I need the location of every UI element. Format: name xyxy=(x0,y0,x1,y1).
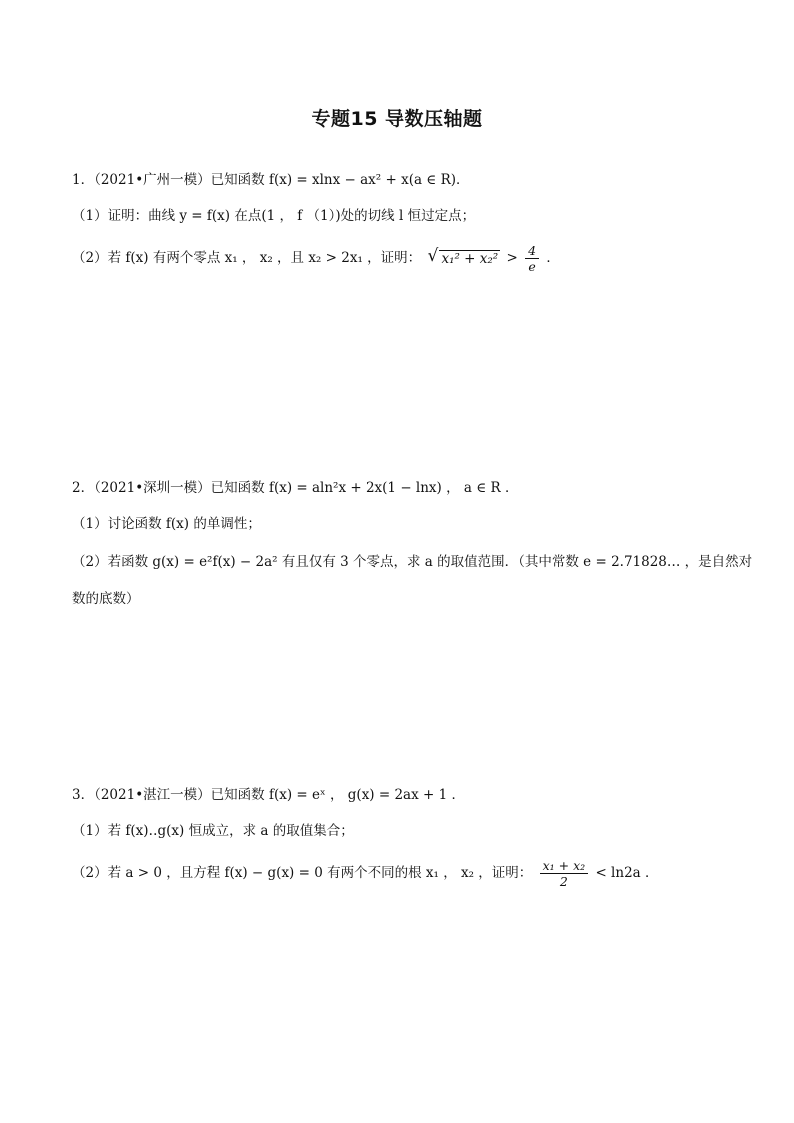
sqrt-icon: √ xyxy=(427,245,439,266)
fraction-numerator: x₁ + x₂ xyxy=(540,858,589,874)
fraction xyxy=(540,858,589,889)
problem-1-part-2 xyxy=(72,243,560,274)
problem-1-part-1: （1）证明：曲线 y = f(x) 在点(1 ， f （1）)处的切线 l 恒过定点； xyxy=(72,208,476,224)
fraction xyxy=(525,243,539,274)
problem-2-part-1: （1）讨论函数 f(x) 的单调性； xyxy=(72,516,261,532)
problem-2-part-2-continued: 数的底数） xyxy=(72,591,140,607)
problem-3-part-1: （1）若 f(x)‥g(x) 恒成立，求 a 的取值集合； xyxy=(72,823,354,839)
sqrt-expression xyxy=(427,245,500,268)
problem-3-part-2 xyxy=(72,858,659,889)
fraction-numerator: 4 xyxy=(525,243,539,259)
fraction-denominator: e xyxy=(528,259,536,274)
problem-2-part-2: （2）若函数 g(x) = e²f(x) − 2a² 有且仅有 3 个零点，求 a 的取值范围．（其中常数 e = 2.71828… ，是自然对 xyxy=(72,554,753,570)
problem-1-part-2-text: （2）若 f(x) 有两个零点 x₁ ， x₂ ，且 x₂ > 2x₁ ，证明： xyxy=(72,250,422,266)
page-title: 专题15 导数压轴题 xyxy=(311,108,483,130)
problem-2-stem: 2．（2021•深圳一模）已知函数 f(x) = aln²x + 2x(1 − lnx) ， a ∈ R ． xyxy=(72,480,519,496)
sqrt-body: x₁² + x₂² xyxy=(441,250,499,267)
problem-3-part-2-text: （2）若 a > 0 ，且方程 f(x) − g(x) = 0 有两个不同的根 x₁ ， x₂ ，证明： xyxy=(72,865,533,881)
problem-1-stem: 1．（2021•广州一模）已知函数 f(x) = xlnx − ax² + x(a ∈ R)． xyxy=(72,172,470,188)
fraction-denominator: 2 xyxy=(559,874,568,889)
end-mark: ． xyxy=(546,250,560,266)
end-mark: ． xyxy=(645,865,659,881)
problem-3-stem: 3．（2021•湛江一模）已知函数 f(x) = eˣ ， g(x) = 2ax + 1 ． xyxy=(72,787,465,803)
relation-expression: < ln2a xyxy=(595,865,641,881)
relation-sign: > xyxy=(506,250,518,266)
